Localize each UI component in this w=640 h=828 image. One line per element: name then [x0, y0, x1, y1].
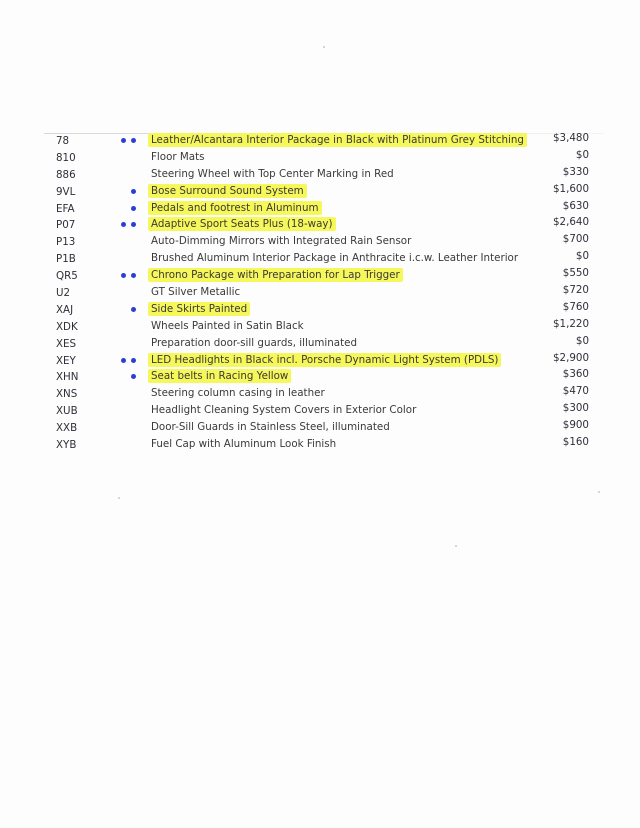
option-description: Adaptive Sport Seats Plus (18-way) — [148, 217, 336, 231]
ink-dot — [131, 138, 136, 143]
option-description: Chrono Package with Preparation for Lap Trigger — [148, 268, 403, 282]
option-price: $360 — [562, 368, 589, 381]
ink-dot — [131, 222, 136, 227]
ink-dot — [131, 206, 136, 211]
option-code: XYB — [56, 439, 77, 452]
option-price: $2,640 — [552, 216, 589, 229]
option-price: $900 — [562, 419, 589, 432]
option-row — [0, 335, 640, 352]
ink-dot — [131, 374, 136, 379]
option-description: Leather/Alcantara Interior Package in Black with Platinum Grey Stitching — [148, 133, 527, 147]
scan-speck — [598, 491, 600, 493]
option-description: Preparation door-sill guards, illuminated — [151, 336, 358, 349]
option-code: 810 — [56, 151, 76, 164]
ink-marks — [118, 419, 148, 436]
option-price: $470 — [562, 385, 589, 398]
option-row — [0, 419, 640, 436]
options-list — [0, 132, 640, 453]
option-description: Floor Mats — [151, 150, 205, 163]
option-description: Wheels Painted in Satin Black — [151, 319, 304, 332]
ink-marks — [118, 436, 148, 453]
option-description: Auto-Dimming Mirrors with Integrated Rain Sensor — [151, 235, 412, 248]
ink-marks — [118, 200, 148, 217]
option-row — [0, 368, 640, 385]
scan-speck — [455, 545, 457, 547]
ink-dot — [131, 358, 136, 363]
option-row — [0, 183, 640, 200]
option-description: Bose Surround Sound System — [148, 184, 307, 198]
option-description: Steering column casing in leather — [151, 387, 325, 400]
option-row — [0, 301, 640, 318]
option-row — [0, 200, 640, 217]
option-price: $3,480 — [552, 132, 589, 144]
ink-dot — [121, 358, 126, 363]
ink-marks — [118, 318, 148, 335]
ink-dot — [121, 273, 126, 278]
option-price: $0 — [575, 334, 589, 347]
ink-marks — [118, 284, 148, 301]
option-description: LED Headlights in Black incl. Porsche Dynamic Light System (PDLS) — [148, 353, 501, 367]
option-price: $160 — [562, 436, 589, 449]
option-code: XNS — [56, 388, 78, 401]
option-description: Door-Sill Guards in Stainless Steel, illuminated — [151, 421, 390, 434]
scan-speck — [118, 497, 120, 499]
option-code: P1B — [56, 253, 76, 266]
ink-dot — [121, 138, 126, 143]
option-row — [0, 385, 640, 402]
option-row — [0, 284, 640, 301]
option-row — [0, 166, 640, 183]
ink-marks — [118, 250, 148, 267]
option-code: XXB — [56, 422, 78, 435]
option-code: XAJ — [56, 303, 74, 316]
option-row — [0, 352, 640, 369]
option-code: 9VL — [56, 185, 76, 198]
option-row — [0, 132, 640, 149]
ink-marks — [118, 149, 148, 166]
option-description: Steering Wheel with Top Center Marking in Red — [151, 167, 394, 180]
option-price: $760 — [562, 300, 589, 313]
option-code: P13 — [56, 236, 76, 249]
option-price: $330 — [562, 165, 589, 178]
ink-dot — [131, 189, 136, 194]
option-row — [0, 149, 640, 166]
option-code: QR5 — [56, 270, 78, 283]
ink-marks — [118, 352, 148, 369]
ink-dot — [121, 222, 126, 227]
option-description: Pedals and footrest in Aluminum — [148, 201, 322, 215]
option-code: XEY — [56, 354, 76, 367]
ink-marks — [118, 301, 148, 318]
option-code: XHN — [56, 371, 79, 384]
ink-dot — [131, 307, 136, 312]
option-code: P07 — [56, 219, 76, 232]
ink-marks — [118, 132, 148, 149]
ink-marks — [118, 267, 148, 284]
option-price: $300 — [562, 402, 589, 415]
option-description: Brushed Aluminum Interior Package in Anthracite i.c.w. Leather Interior — [151, 252, 519, 265]
ink-marks — [118, 183, 148, 200]
option-row — [0, 267, 640, 284]
ink-marks — [118, 166, 148, 183]
option-row — [0, 216, 640, 233]
option-code: XES — [56, 337, 77, 350]
option-description: Side Skirts Painted — [148, 302, 250, 316]
option-code: EFA — [56, 202, 75, 215]
option-price: $2,900 — [552, 351, 589, 364]
option-description: GT Silver Metallic — [151, 286, 241, 299]
option-code: XDK — [56, 320, 78, 333]
option-description: Headlight Cleaning System Covers in Exterior Color — [151, 404, 417, 417]
option-price: $0 — [575, 148, 589, 161]
option-code: U2 — [56, 287, 71, 300]
option-row — [0, 250, 640, 267]
option-price: $720 — [562, 284, 589, 297]
option-price: $550 — [562, 267, 589, 280]
option-code: 886 — [56, 168, 76, 181]
ink-marks — [118, 402, 148, 419]
ink-marks — [118, 368, 148, 385]
ink-marks — [118, 233, 148, 250]
option-row — [0, 318, 640, 335]
scan-speck — [323, 46, 325, 48]
ink-marks — [118, 216, 148, 233]
option-price: $1,600 — [552, 182, 589, 195]
option-row — [0, 233, 640, 250]
option-row — [0, 402, 640, 419]
option-description: Fuel Cap with Aluminum Look Finish — [151, 438, 337, 451]
option-price: $700 — [562, 233, 589, 246]
option-row — [0, 436, 640, 453]
ink-marks — [118, 335, 148, 352]
option-price: $0 — [575, 250, 589, 263]
option-price: $630 — [562, 199, 589, 212]
ink-marks — [118, 385, 148, 402]
option-price: $1,220 — [552, 317, 589, 330]
option-description: Seat belts in Racing Yellow — [148, 369, 291, 383]
option-code: 78 — [56, 135, 70, 147]
option-code: XUB — [56, 405, 78, 418]
ink-dot — [131, 273, 136, 278]
